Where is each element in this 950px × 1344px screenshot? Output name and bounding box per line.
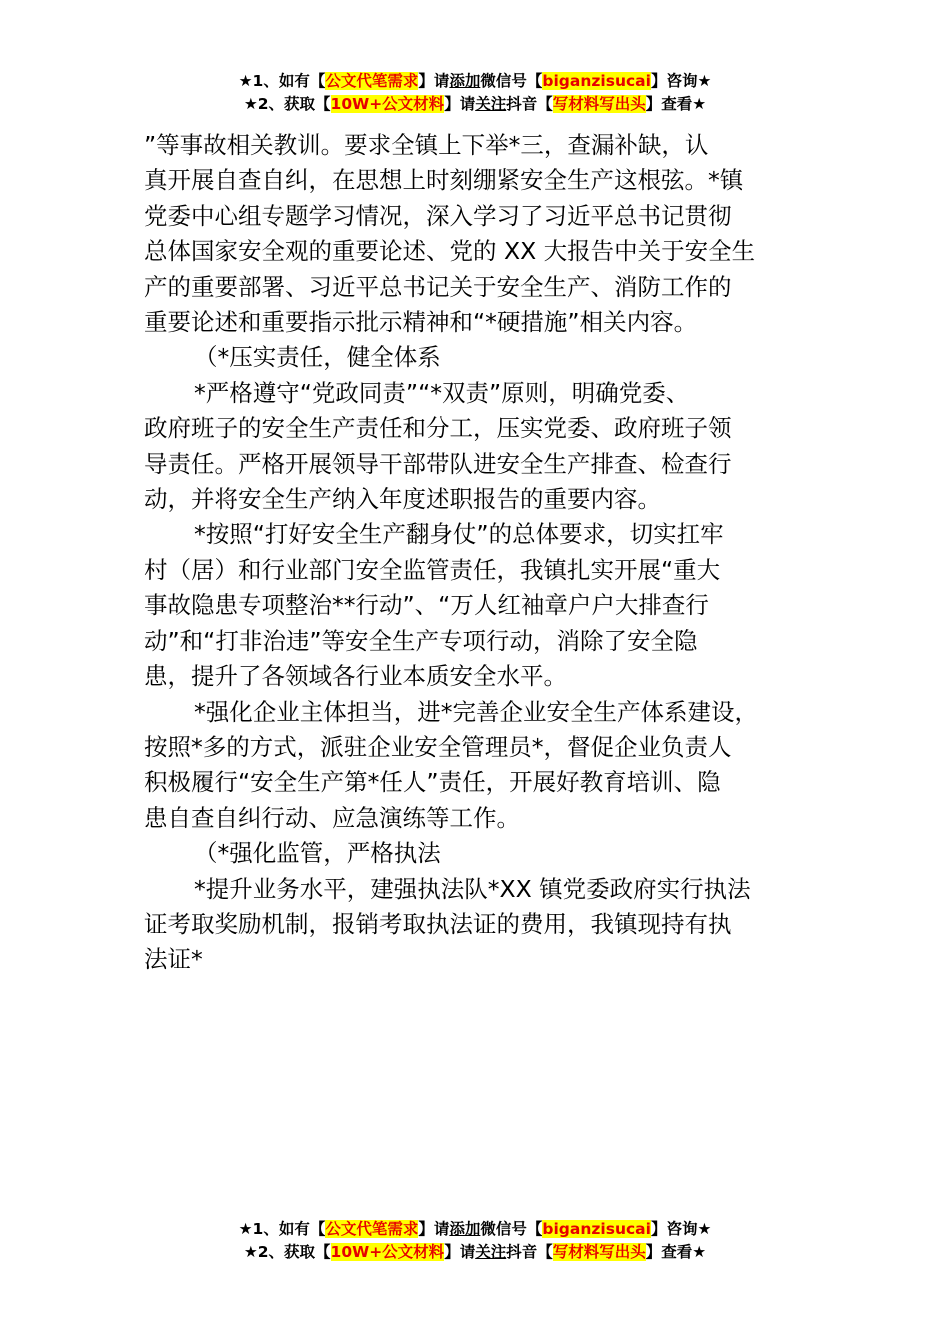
highlight-wechat-id: biganzisucai xyxy=(542,1220,651,1238)
body-line: 导责任。严格开展领导干部带队进安全生产排查、检查行 xyxy=(144,449,732,478)
body-line: *提升业务水平，建强执法队*XX 镇党委政府实行执法 xyxy=(194,874,751,903)
highlight-douyin-account: 写材料写出头 xyxy=(552,95,646,113)
body-line: 证考取奖励机制，报销考取执法证的费用，我镇现持有执 xyxy=(144,909,732,938)
banner-text: 微信号【 xyxy=(480,1220,543,1238)
body-line: *严格遵守“党政同责”“*双责”原则，明确党委、 xyxy=(194,378,690,407)
banner-text: ★1、如有【 xyxy=(238,1220,326,1238)
body-line: *按照“打好安全生产翻身仗”的总体要求，切实扛牢 xyxy=(194,520,724,549)
body-line: 事故隐患专项整治**行动”、“万人红袖章户户大排查行 xyxy=(144,591,709,620)
body-line: 真开展自查自纠，在思想上时刻绷紧安全生产这根弦。*镇 xyxy=(144,166,744,195)
highlight-wechat-id: biganzisucai xyxy=(542,72,651,90)
banner-emphasis: 添加 xyxy=(449,1220,481,1238)
banner-text: 】查看★ xyxy=(645,1243,707,1261)
section-heading: （*压实责任，健全体系 xyxy=(194,343,441,372)
banner-text: 】咨询★ xyxy=(650,72,712,90)
body-line: 村（居）和行业部门安全监管责任，我镇扎实开展“重大 xyxy=(144,555,721,584)
body-line: 动”和“打非治违”等安全生产专项行动，消除了安全隐 xyxy=(144,626,698,655)
body-line: 政府班子的安全生产责任和分工，压实党委、政府班子领 xyxy=(144,414,732,443)
body-line: 重要论述和重要指示批示精神和“*硬措施”相关内容。 xyxy=(144,308,698,337)
body-line: 党委中心组专题学习情况，深入学习了习近平总书记贯彻 xyxy=(144,201,732,230)
section-heading: （*强化监管，严格执法 xyxy=(194,839,441,868)
banner-text: ★1、如有【 xyxy=(238,72,326,90)
body-line: 产的重要部署、习近平总书记关于安全生产、消防工作的 xyxy=(144,272,732,301)
banner-emphasis: 添加 xyxy=(449,72,481,90)
body-line: 患自查自纠行动、应急演练等工作。 xyxy=(144,803,520,832)
banner-text: 微信号【 xyxy=(480,72,543,90)
banner-text: 抖音【 xyxy=(506,95,553,113)
banner-text: 】请 xyxy=(418,72,450,90)
banner-text: ★2、获取【 xyxy=(243,1243,331,1261)
highlight-service: 公文代笔需求 xyxy=(325,72,419,90)
header-banner xyxy=(0,70,950,116)
banner-line-1 xyxy=(0,70,950,93)
banner-emphasis: 关注 xyxy=(475,95,507,113)
body-line: 按照*多的方式，派驻企业安全管理员*，督促企业负责人 xyxy=(144,732,732,761)
body-line: 动，并将安全生产纳入年度述职报告的重要内容。 xyxy=(144,485,661,514)
body-line: ”等事故相关教训。要求全镇上下举*三，查漏补缺，认 xyxy=(144,131,709,159)
footer-banner xyxy=(0,1218,950,1264)
highlight-douyin-account: 写材料写出头 xyxy=(552,1243,646,1261)
banner-text: 抖音【 xyxy=(506,1243,553,1261)
highlight-materials: 10W+公文材料 xyxy=(330,1243,445,1261)
banner-text: 】查看★ xyxy=(645,95,707,113)
banner-text: 】咨询★ xyxy=(650,1220,712,1238)
banner-emphasis: 关注 xyxy=(475,1243,507,1261)
banner-text: 】请 xyxy=(444,95,476,113)
body-line: 法证* xyxy=(144,945,203,974)
document-body xyxy=(144,128,810,978)
banner-line-2 xyxy=(0,1241,950,1264)
highlight-materials: 10W+公文材料 xyxy=(330,95,445,113)
highlight-service: 公文代笔需求 xyxy=(325,1220,419,1238)
banner-line-1 xyxy=(0,1218,950,1241)
body-line: 总体国家安全观的重要论述、党的 XX 大报告中关于安全生 xyxy=(144,237,756,266)
banner-text: ★2、获取【 xyxy=(243,95,331,113)
body-line: *强化企业主体担当，进*完善企业安全生产体系建设， xyxy=(194,697,758,726)
banner-text: 】请 xyxy=(418,1220,450,1238)
body-line: 积极履行“安全生产第*任人”责任，开展好教育培训、隐 xyxy=(144,768,721,797)
banner-text: 】请 xyxy=(444,1243,476,1261)
banner-line-2 xyxy=(0,93,950,116)
body-line: 患，提升了各领域各行业本质安全水平。 xyxy=(144,662,567,691)
